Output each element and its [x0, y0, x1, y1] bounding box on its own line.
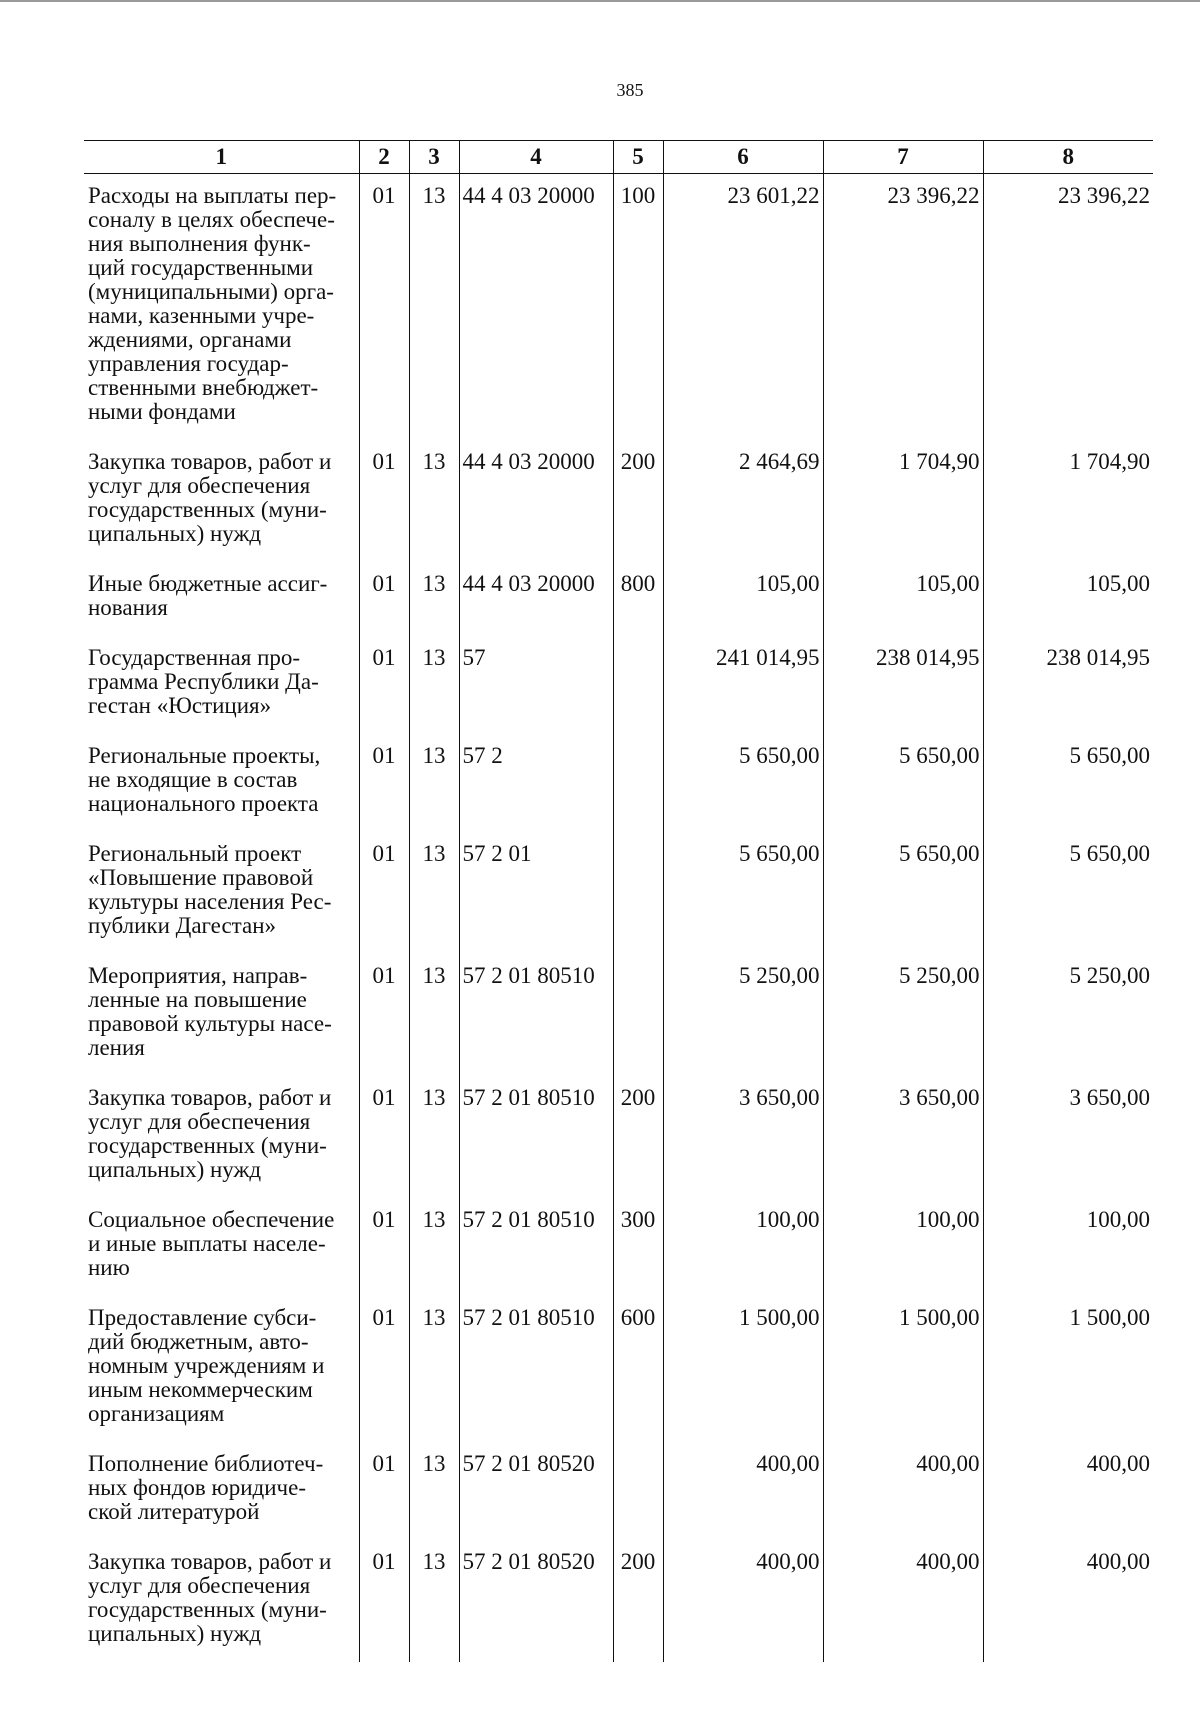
item-name: Пополнение библиотеч- ных фондов юридиче- ской литературой [88, 1451, 324, 1524]
target-article-code: 44 4 03 20000 [459, 440, 613, 562]
target-article-code: 57 2 01 80510 [459, 1296, 613, 1442]
item-name: Закупка товаров, работ и услуг для обеспечения государственных (муни- ципальных) нужд [88, 449, 332, 546]
column-header: 5 [613, 141, 663, 174]
section-code: 01 [359, 1076, 409, 1198]
target-article-code: 57 2 01 80510 [459, 954, 613, 1076]
target-article-code: 57 2 [459, 734, 613, 832]
column-header: 1 [84, 141, 359, 174]
page-number: 385 [616, 80, 644, 100]
amount-col8: 5 250,00 [983, 954, 1153, 1076]
amount-col8: 5 650,00 [983, 734, 1153, 832]
column-header: 2 [359, 141, 409, 174]
expense-type-code [613, 954, 663, 1076]
amount-col6: 400,00 [663, 1540, 823, 1662]
amount-col6: 5 650,00 [663, 734, 823, 832]
item-name: Предоставление субси- дий бюджетным, авто- номным учреждениям и иным некоммерческим организациям [88, 1305, 325, 1426]
amount-col6: 5 650,00 [663, 832, 823, 954]
subsection-code: 13 [409, 1442, 459, 1540]
amount-col7: 105,00 [823, 562, 983, 636]
amount-col8: 5 650,00 [983, 832, 1153, 954]
table-row [84, 832, 1153, 954]
amount-col7: 1 704,90 [823, 440, 983, 562]
amount-col7: 5 250,00 [823, 954, 983, 1076]
amount-col8: 400,00 [983, 1540, 1153, 1662]
section-code: 01 [359, 1540, 409, 1662]
column-header: 6 [663, 141, 823, 174]
expense-type-code: 200 [613, 440, 663, 562]
expense-type-code: 800 [613, 562, 663, 636]
item-name: Закупка товаров, работ и услуг для обеспечения государственных (муни- ципальных) нужд [88, 1549, 332, 1646]
table-row [84, 1198, 1153, 1296]
item-name: Расходы на выплаты пер- соналу в целях обеспече- ния выполнения функ- ций государственными (муниципальными) орга- нами, казенными учре- ждениями, органами управления государ- ственными внебюджет- ными фондами [88, 183, 337, 424]
expense-type-code [613, 636, 663, 734]
expense-type-code: 300 [613, 1198, 663, 1296]
section-code: 01 [359, 734, 409, 832]
section-code: 01 [359, 174, 409, 441]
amount-col7: 3 650,00 [823, 1076, 983, 1198]
table-row [84, 636, 1153, 734]
amount-col8: 1 704,90 [983, 440, 1153, 562]
amount-col8: 105,00 [983, 562, 1153, 636]
subsection-code: 13 [409, 954, 459, 1076]
subsection-code: 13 [409, 636, 459, 734]
table-row [84, 562, 1153, 636]
amount-col7: 23 396,22 [823, 174, 983, 441]
table-row [84, 1296, 1153, 1442]
target-article-code: 57 2 01 80520 [459, 1442, 613, 1540]
column-header: 8 [983, 141, 1153, 174]
target-article-code: 57 [459, 636, 613, 734]
expense-type-code [613, 832, 663, 954]
subsection-code: 13 [409, 734, 459, 832]
amount-col6: 5 250,00 [663, 954, 823, 1076]
target-article-code: 57 2 01 [459, 832, 613, 954]
amount-col8: 23 396,22 [983, 174, 1153, 441]
section-code: 01 [359, 562, 409, 636]
item-name: Государственная про- грамма Республики Да- гестан «Юстиция» [88, 645, 319, 718]
expense-type-code: 600 [613, 1296, 663, 1442]
amount-col8: 100,00 [983, 1198, 1153, 1296]
table-header-row [84, 141, 1153, 174]
section-code: 01 [359, 636, 409, 734]
table-row [84, 440, 1153, 562]
subsection-code: 13 [409, 174, 459, 441]
amount-col8: 400,00 [983, 1442, 1153, 1540]
table-row [84, 1442, 1153, 1540]
target-article-code: 57 2 01 80510 [459, 1198, 613, 1296]
table-row [84, 1540, 1153, 1662]
target-article-code: 57 2 01 80510 [459, 1076, 613, 1198]
amount-col6: 3 650,00 [663, 1076, 823, 1198]
section-code: 01 [359, 1198, 409, 1296]
amount-col6: 400,00 [663, 1442, 823, 1540]
table-row [84, 734, 1153, 832]
subsection-code: 13 [409, 440, 459, 562]
item-name: Социальное обеспечение и иные выплаты населе- нию [88, 1207, 335, 1280]
scan-top-edge [0, 0, 1200, 2]
amount-col7: 400,00 [823, 1442, 983, 1540]
amount-col6: 1 500,00 [663, 1296, 823, 1442]
amount-col8: 1 500,00 [983, 1296, 1153, 1442]
amount-col8: 3 650,00 [983, 1076, 1153, 1198]
subsection-code: 13 [409, 832, 459, 954]
subsection-code: 13 [409, 562, 459, 636]
section-code: 01 [359, 1296, 409, 1442]
target-article-code: 44 4 03 20000 [459, 174, 613, 441]
item-name: Региональный проект «Повышение правовой культуры населения Рес- публики Дагестан» [88, 841, 332, 938]
amount-col7: 238 014,95 [823, 636, 983, 734]
amount-col7: 5 650,00 [823, 832, 983, 954]
amount-col6: 241 014,95 [663, 636, 823, 734]
subsection-code: 13 [409, 1076, 459, 1198]
column-header: 7 [823, 141, 983, 174]
amount-col6: 105,00 [663, 562, 823, 636]
target-article-code: 57 2 01 80520 [459, 1540, 613, 1662]
expense-type-code: 200 [613, 1076, 663, 1198]
amount-col7: 5 650,00 [823, 734, 983, 832]
table-row [84, 174, 1153, 441]
subsection-code: 13 [409, 1540, 459, 1662]
expense-type-code: 100 [613, 174, 663, 441]
expense-type-code: 200 [613, 1540, 663, 1662]
amount-col7: 100,00 [823, 1198, 983, 1296]
target-article-code: 44 4 03 20000 [459, 562, 613, 636]
item-name: Мероприятия, направ- ленные на повышение правовой культуры насе- ления [88, 963, 332, 1060]
item-name: Иные бюджетные ассиг- нования [88, 571, 328, 620]
amount-col8: 238 014,95 [983, 636, 1153, 734]
amount-col7: 1 500,00 [823, 1296, 983, 1442]
amount-col7: 400,00 [823, 1540, 983, 1662]
item-name: Закупка товаров, работ и услуг для обеспечения государственных (муни- ципальных) нужд [88, 1085, 332, 1182]
section-code: 01 [359, 440, 409, 562]
section-code: 01 [359, 832, 409, 954]
subsection-code: 13 [409, 1198, 459, 1296]
amount-col6: 23 601,22 [663, 174, 823, 441]
amount-col6: 100,00 [663, 1198, 823, 1296]
column-header: 4 [459, 141, 613, 174]
amount-col6: 2 464,69 [663, 440, 823, 562]
section-code: 01 [359, 954, 409, 1076]
section-code: 01 [359, 1442, 409, 1540]
expense-type-code [613, 734, 663, 832]
expense-type-code [613, 1442, 663, 1540]
table-row [84, 1076, 1153, 1198]
table-row [84, 954, 1153, 1076]
column-header: 3 [409, 141, 459, 174]
budget-table [84, 140, 1153, 1662]
subsection-code: 13 [409, 1296, 459, 1442]
item-name: Региональные проекты, не входящие в состав национального проекта [88, 743, 321, 816]
